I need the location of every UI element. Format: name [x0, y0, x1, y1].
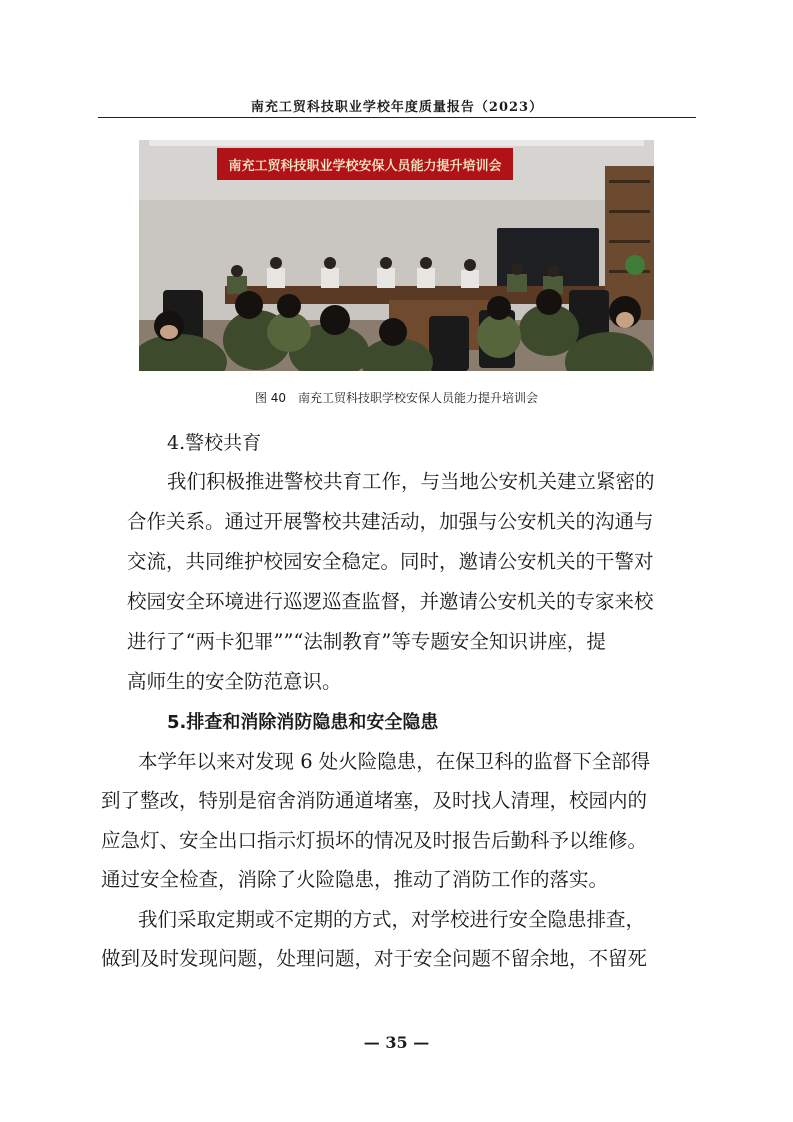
banner-text: 南充工贸科技职业学校安保人员能力提升培训会 — [228, 159, 502, 174]
section-4-line-5: 进行了“两卡犯罪””“法制教育”等专题安全知识讲座，提 — [127, 630, 606, 653]
figure-number: 图 40 — [254, 391, 287, 405]
header-rule — [98, 117, 696, 118]
section-5-line-3: 应急灯、安全出口指示灯损坏的情况及时报告后勤科予以维修。 — [101, 829, 648, 852]
section-5-line-4: 通过安全检查，消除了火险隐患，推动了消防工作的落实。 — [101, 868, 609, 891]
section-5-line-5: 我们采取定期或不定期的方式，对学校进行安全隐患排查， — [138, 908, 646, 931]
section-4-line-4: 校园安全环境进行巡逻巡查监督，并邀请公安机关的专家来校 — [127, 590, 654, 613]
section-4-line-1: 我们积极推进警校共育工作，与当地公安机关建立紧密的 — [167, 470, 655, 493]
page-number: — 35 — — [363, 1033, 430, 1052]
section-4-line-2: 合作关系。通过开展警校共建活动，加强与公安机关的沟通与 — [127, 510, 654, 533]
figure-caption — [139, 389, 654, 406]
section-5-heading: 5.排查和消除消防隐患和安全隐患 — [167, 712, 439, 733]
section-5-line-1: 本学年以来对发现 6 处火险隐患，在保卫科的监督下全部得 — [138, 750, 651, 773]
section-4-heading: 4.警校共育 — [167, 432, 262, 454]
training-photo — [139, 140, 654, 371]
section-4-line-3: 交流，共同维护校园安全稳定。同时，邀请公安机关的干警对 — [127, 550, 654, 573]
figure-caption-text: 南充工贸科技职学校安保人员能力提升培训会 — [298, 391, 539, 405]
running-header: 南充工贸科技职业学校年度质量报告（2023） — [250, 100, 544, 115]
section-5-line-2: 到了整改，特别是宿舍消防通道堵塞，及时找人清理，校园内的 — [101, 789, 648, 812]
section-4-line-6: 高师生的安全防范意识。 — [127, 670, 342, 693]
section-5-line-6: 做到及时发现问题，处理问题，对于安全问题不留余地，不留死 — [101, 947, 648, 970]
